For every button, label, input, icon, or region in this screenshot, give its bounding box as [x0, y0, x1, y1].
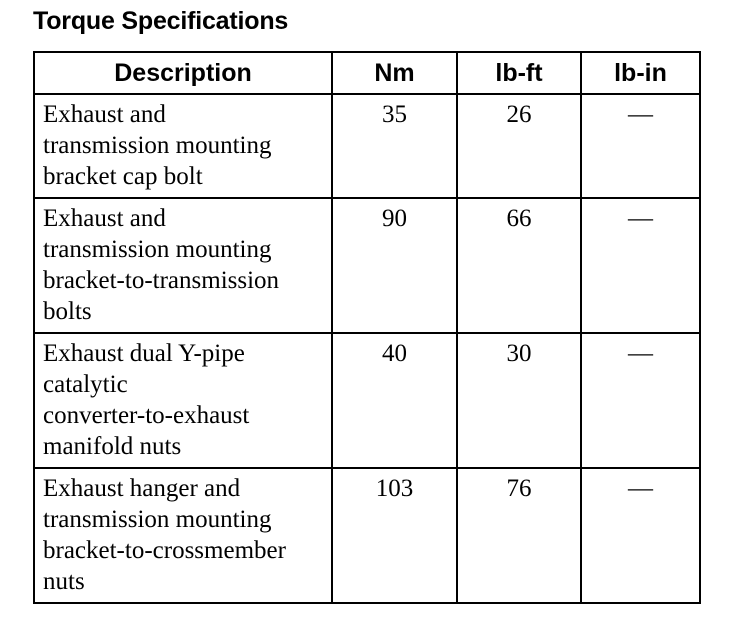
- description-cell: [34, 94, 332, 198]
- nm-cell: 35: [332, 94, 457, 198]
- table-row: [34, 198, 700, 333]
- description-line: manifold nuts: [43, 433, 182, 460]
- description-cell: [34, 468, 332, 603]
- lb-in-cell: —: [581, 333, 700, 468]
- torque-spec-table: [33, 51, 701, 604]
- description-line: Exhaust and: [43, 205, 166, 232]
- description-cell: [34, 333, 332, 468]
- table-row: [34, 333, 700, 468]
- nm-cell: 103: [332, 468, 457, 603]
- column-header-nm: Nm: [332, 52, 457, 94]
- description-cell: [34, 198, 332, 333]
- description-line: catalytic: [43, 371, 128, 398]
- lb-ft-cell: 30: [457, 333, 581, 468]
- description-line: bolts: [43, 298, 92, 325]
- lb-in-cell: —: [581, 468, 700, 603]
- description-line: Exhaust dual Y-pipe: [43, 340, 245, 367]
- page-title: Torque Specifications: [33, 7, 289, 35]
- description-line: transmission mounting: [43, 236, 272, 263]
- description-line: transmission mounting: [43, 506, 272, 533]
- description-line: bracket-to-crossmember: [43, 537, 286, 564]
- lb-ft-cell: 66: [457, 198, 581, 333]
- nm-cell: 90: [332, 198, 457, 333]
- description-line: Exhaust hanger and: [43, 475, 241, 502]
- description-line: bracket cap bolt: [43, 163, 203, 190]
- table-row: [34, 468, 700, 603]
- lb-ft-cell: 26: [457, 94, 581, 198]
- table-row: [34, 94, 700, 198]
- lb-in-cell: —: [581, 94, 700, 198]
- column-header-lb-in: lb-in: [581, 52, 700, 94]
- table-header-row: [34, 52, 700, 94]
- nm-cell: 40: [332, 333, 457, 468]
- lb-in-cell: —: [581, 198, 700, 333]
- description-line: nuts: [43, 568, 85, 595]
- description-line: bracket-to-transmission: [43, 267, 280, 294]
- description-line: transmission mounting: [43, 132, 272, 159]
- description-line: converter-to-exhaust: [43, 402, 250, 429]
- lb-ft-cell: 76: [457, 468, 581, 603]
- description-line: Exhaust and: [43, 101, 166, 128]
- column-header-description: Description: [34, 52, 332, 94]
- column-header-lb-ft: lb-ft: [457, 52, 581, 94]
